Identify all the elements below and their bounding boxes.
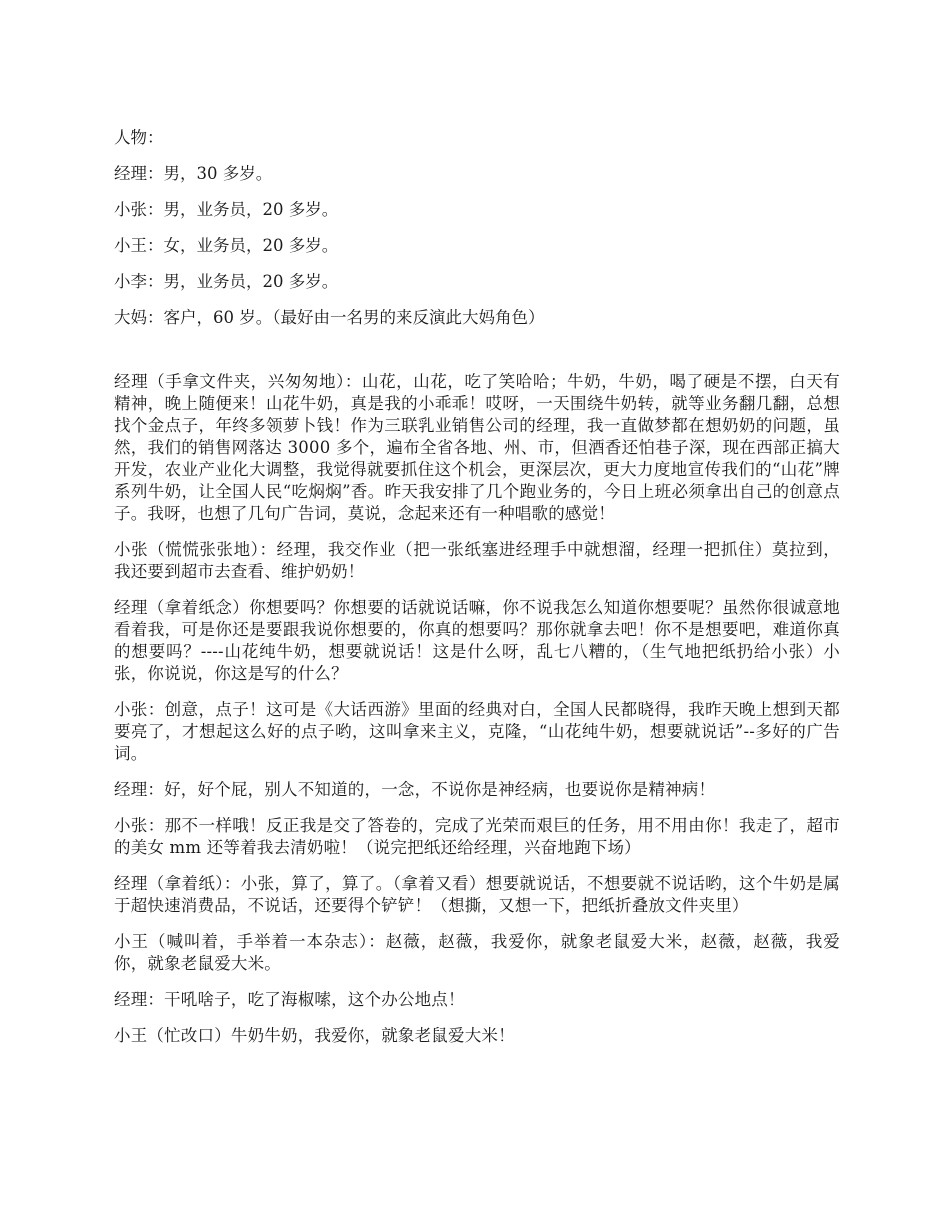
dialogue-paragraph: 经理（手拿文件夹，兴匆匆地）：山花，山花，吃了笑哈哈；牛奶，牛奶，喝了硬是不摆，白天有精神，晚上随便来！山花牛奶，真是我的小乖乖！哎呀，一天围绕牛奶转，就等业务翻几翻，总想找个金点子，年终多领萝卜钱！作为三联乳业销售公司的经理，我一直做梦都在想奶奶的问题，虽然，我们的销售网落达 3000 多个，遍布全省各地、州、市，但酒香还怕巷子深，现在西部正搞大开发，农业产业化大调整，我觉得就要抓住这个机会，更深层次，更大力度地宣传我们的“山花”牌系列牛奶，让全国人民“吃焖焖”香。昨天我安排了几个跑业务的，今日上班必须拿出自己的创意点子。我呀，也想了几句广告词，莫说，念起来还有一种唱歌的感觉！ xyxy=(114,372,840,523)
cast-line-xiaowang: 小王：女，业务员，20 多岁。 xyxy=(114,236,339,255)
section-gap xyxy=(114,343,840,371)
dialogue-paragraph: 经理：好，好个屁，别人不知道的，一念，不说你是神经病，也要说你是精神病！ xyxy=(114,780,716,799)
cast-line-xiaozhang: 小张：男，业务员，20 多岁。 xyxy=(114,200,339,219)
dialogue-paragraph: 小王（喊叫着，手举着一本杂志）：赵薇，赵薇，我爱你，就象老鼠爱大米，赵薇，赵薇，我爱你，就象老鼠爱大米。 xyxy=(114,932,840,973)
cast-line-manager: 经理：男，30 多岁。 xyxy=(114,164,273,183)
dialogue-paragraph: 小张：创意，点子！这可是《大话西游》里面的经典对白，全国人民都晓得，我昨天晚上想到天都要亮了，才想起这么好的点子哟，这叫拿来主义，克隆，“山花纯牛奶，想要就说话”--多好的广告词。 xyxy=(114,700,840,763)
dialogue-paragraph: 小张（慌慌张张地）：经理，我交作业（把一张纸塞进经理手中就想溜，经理一把抓住）莫拉到，我还要到超市去查看、维护奶奶！ xyxy=(114,540,840,581)
cast-line-dama: 大妈：客户，60 岁。（最好由一名男的来反演此大妈角色） xyxy=(114,308,545,327)
dialogue-paragraph: 经理：干吼啥子，吃了海椒嗦，这个办公地点！ xyxy=(114,990,465,1009)
document-body xyxy=(114,127,840,1061)
dialogue-paragraph: 小张：那不一样哦！反正我是交了答卷的，完成了光荣而艰巨的任务，用不用由你！我走了，超市的美女 mm 还等着我去清奶啦！（说完把纸还给经理，兴奋地跑下场） xyxy=(114,816,840,857)
cast-heading: 人物： xyxy=(114,128,164,147)
cast-line-xiaoli: 小李：男，业务员，20 多岁。 xyxy=(114,272,339,291)
dialogue-paragraph: 经理（拿着纸）：小张，算了，算了。（拿着又看）想要就说话，不想要就不说话哟，这个牛奶是属于超快速消费品，不说话，还要得个铲铲！（想撕，又想一下，把纸折叠放文件夹里） xyxy=(114,874,840,915)
dialogue-paragraph: 小王（忙改口）牛奶牛奶，我爱你，就象老鼠爱大米！ xyxy=(114,1026,515,1045)
dialogue-paragraph: 经理（拿着纸念）你想要吗？你想要的话就说话嘛，你不说我怎么知道你想要呢？虽然你很诚意地看着我，可是你还是要跟我说你想要的，你真的想要吗？那你就拿去吧！你不是想要吧，难道你真的想要吗？----山花纯牛奶，想要就说话！这是什么呀，乱七八糟的，（生气地把纸扔给小张）小张，你说说，你这是写的什么？ xyxy=(114,598,840,683)
